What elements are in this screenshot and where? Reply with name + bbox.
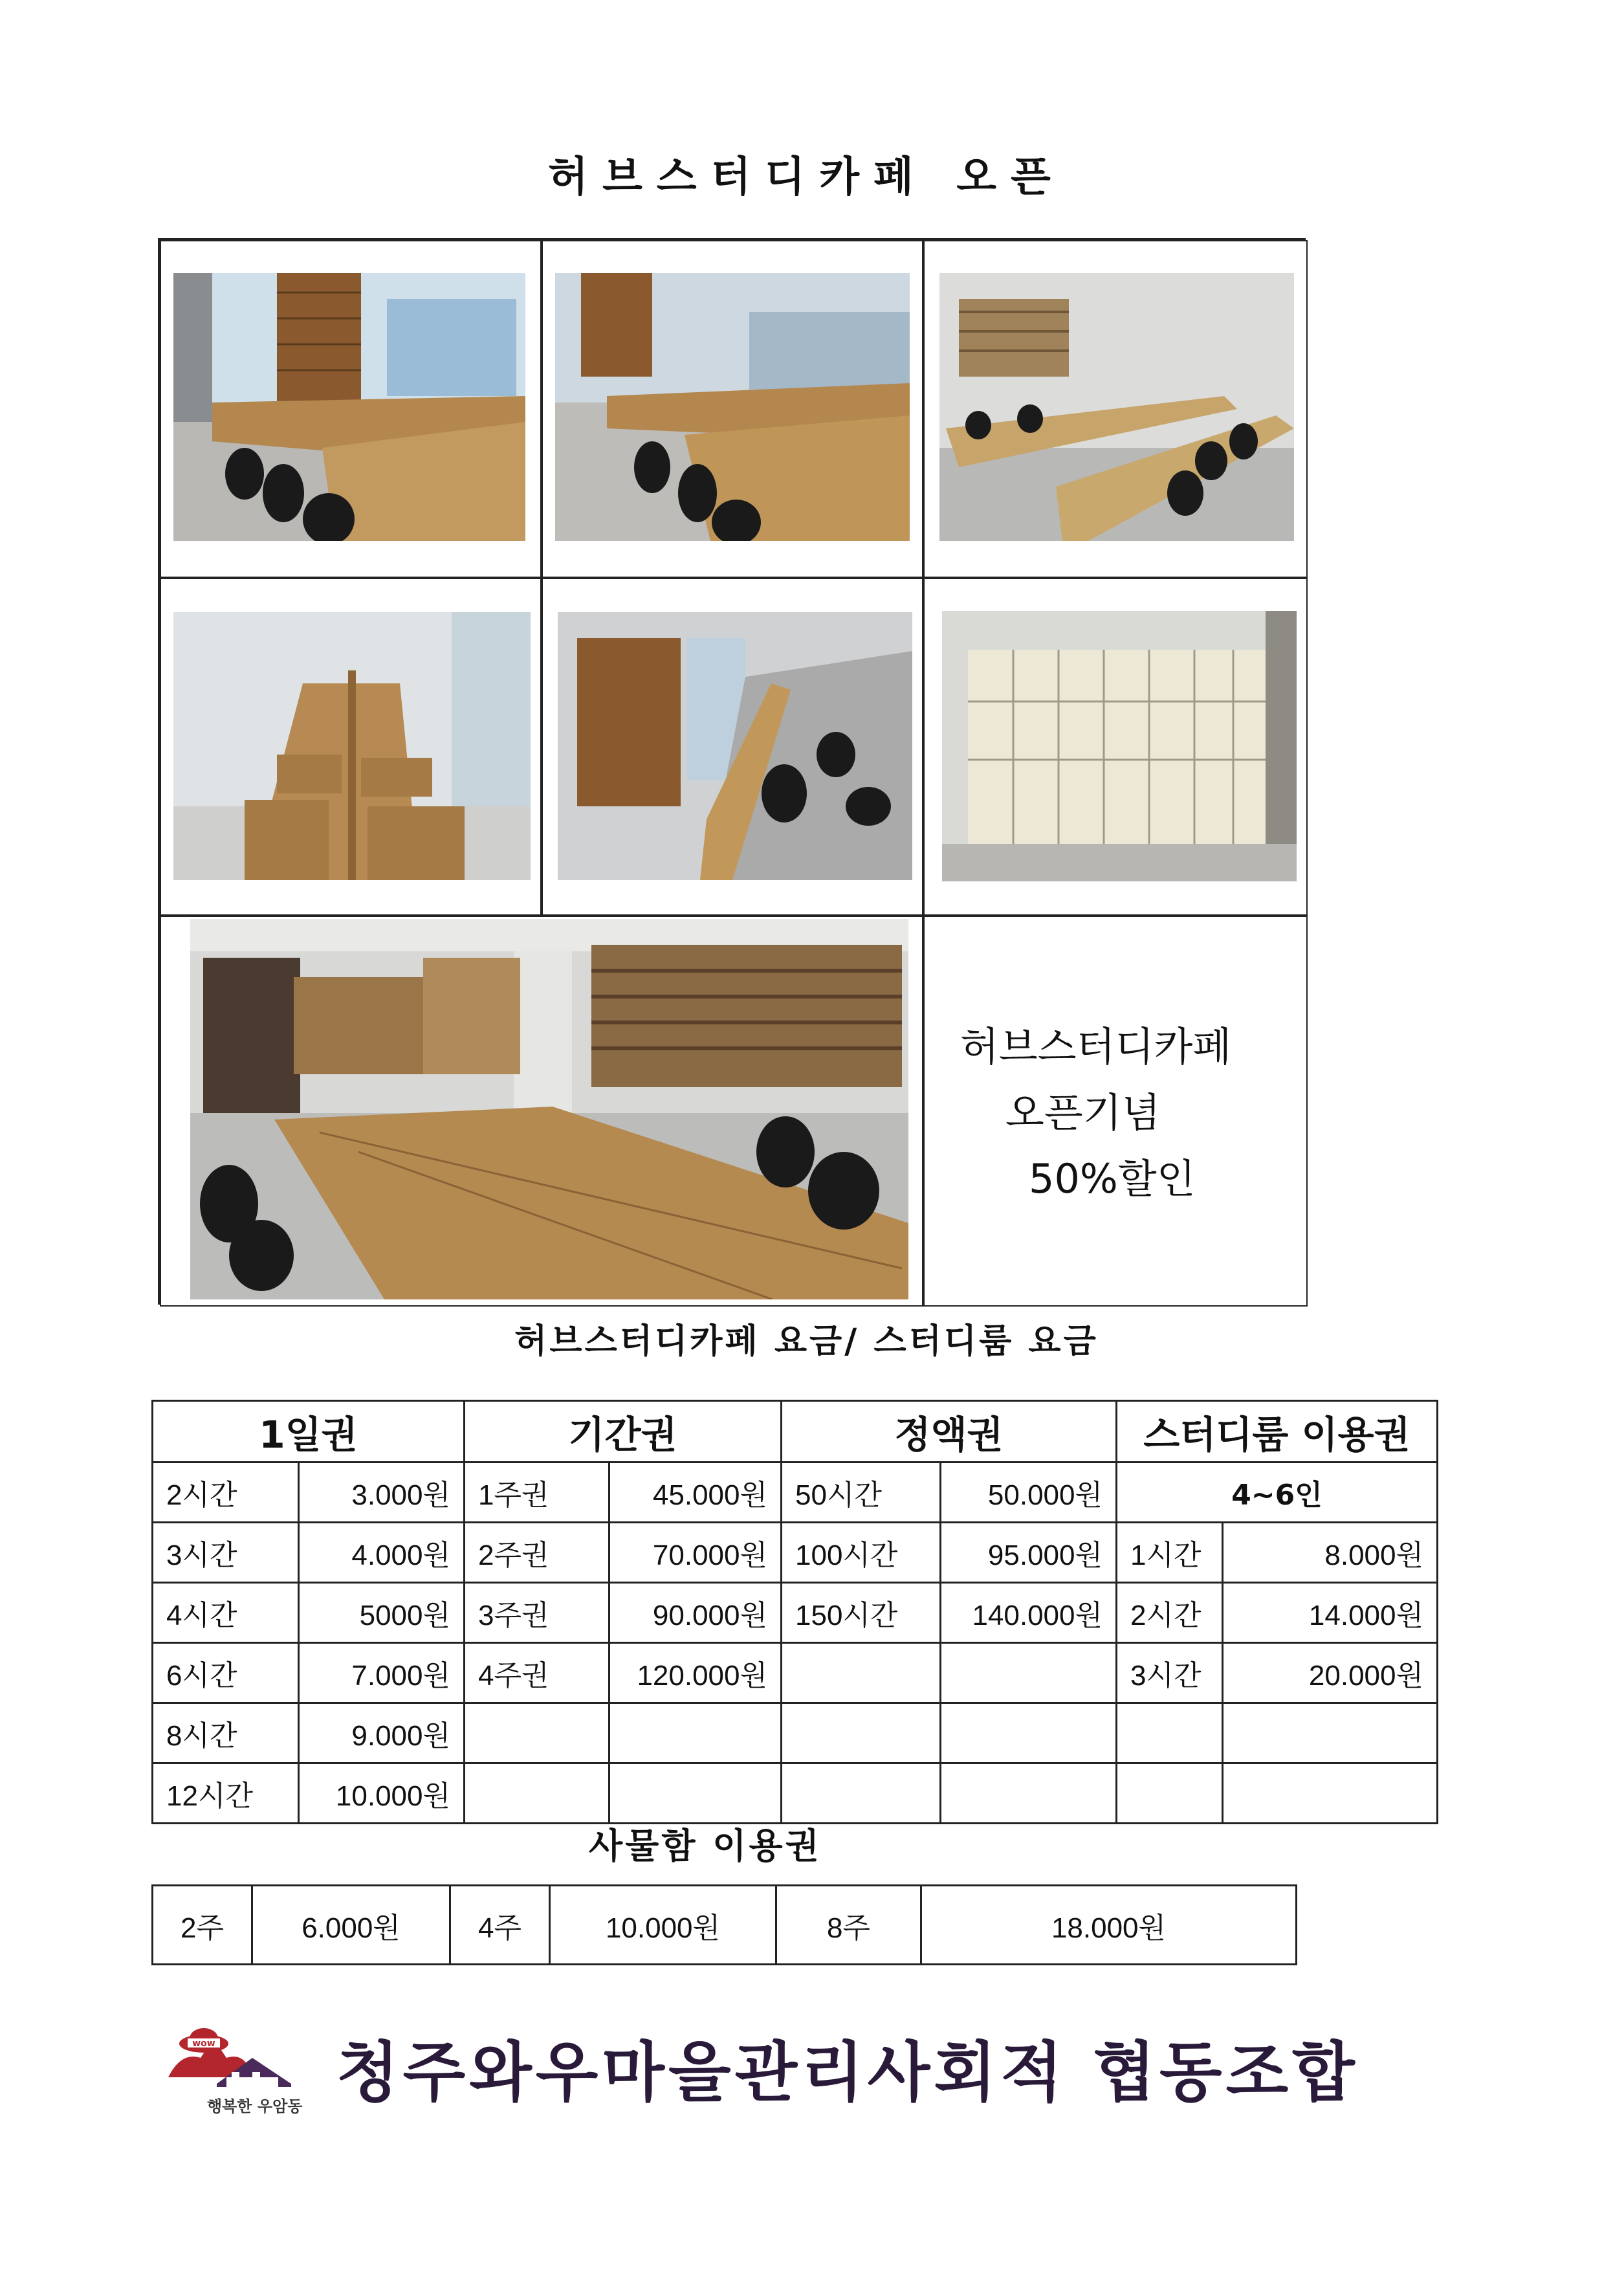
fixed-price: 140.000원 — [941, 1583, 1117, 1643]
table-row — [153, 1643, 1438, 1703]
fixed-hours — [782, 1703, 941, 1763]
locker-price: 10.000원 — [550, 1886, 776, 1965]
promo-box — [925, 919, 1306, 1305]
locker-title: 사물함 이용권 — [589, 1825, 822, 1866]
fixed-hours — [782, 1643, 941, 1703]
page-title: 허브스터디카페 오픈 — [548, 153, 1065, 201]
period-price: 45.000원 — [609, 1463, 782, 1523]
room-capacity: 4~6인 — [1117, 1463, 1438, 1523]
room-duration: 3시간 — [1117, 1643, 1223, 1703]
room-price: 20.000원 — [1223, 1643, 1438, 1703]
header-fixed-pass: 정액권 — [782, 1401, 1117, 1463]
day-duration: 3시간 — [153, 1523, 299, 1583]
day-duration: 2시간 — [153, 1463, 299, 1523]
room-price — [1223, 1703, 1438, 1763]
day-price: 5000원 — [299, 1583, 465, 1643]
table-row — [153, 1463, 1438, 1523]
fixed-price — [941, 1763, 1117, 1824]
day-price: 3.000원 — [299, 1463, 465, 1523]
wow-village-logo — [155, 2013, 330, 2116]
table-header-row — [153, 1401, 1438, 1463]
fixed-hours: 100시간 — [782, 1523, 941, 1583]
photo-partition-desks — [173, 612, 531, 880]
room-price: 14.000원 — [1223, 1583, 1438, 1643]
table-row — [153, 1763, 1438, 1824]
pricing-subtitle: 허브스터디카페 요금/ 스터디룸 요금 — [514, 1321, 1099, 1361]
room-price — [1223, 1763, 1438, 1824]
day-price: 4.000원 — [299, 1523, 465, 1583]
fixed-price — [941, 1703, 1117, 1763]
room-duration: 1시간 — [1117, 1523, 1223, 1583]
fixed-hours: 150시간 — [782, 1583, 941, 1643]
header-day-pass: 1일권 — [153, 1401, 465, 1463]
photo-main-hall — [190, 919, 908, 1299]
period-price — [609, 1703, 782, 1763]
period-price: 90.000원 — [609, 1583, 782, 1643]
room-duration: 2시간 — [1117, 1583, 1223, 1643]
photo-study-booths-side — [555, 273, 910, 541]
locker-table — [151, 1884, 1297, 1965]
period-duration: 3주권 — [465, 1583, 609, 1643]
fixed-price: 50.000원 — [941, 1463, 1117, 1523]
day-duration: 6시간 — [153, 1643, 299, 1703]
period-price: 70.000원 — [609, 1523, 782, 1583]
day-price: 7.000원 — [299, 1643, 465, 1703]
locker-price: 6.000원 — [252, 1886, 450, 1965]
photo-long-tables — [939, 273, 1294, 541]
locker-price: 18.000원 — [921, 1886, 1297, 1965]
pricing-table — [151, 1400, 1438, 1824]
period-duration — [465, 1763, 609, 1824]
table-row — [153, 1703, 1438, 1763]
organization-footer — [155, 2013, 1359, 2116]
photo-angled-desk — [558, 612, 912, 880]
locker-period: 8주 — [776, 1886, 921, 1965]
table-row — [153, 1886, 1297, 1965]
period-price: 120.000원 — [609, 1643, 782, 1703]
header-study-room: 스터디룸 이용권 — [1117, 1401, 1438, 1463]
table-row — [153, 1523, 1438, 1583]
period-price — [609, 1763, 782, 1824]
day-price: 10.000원 — [299, 1763, 465, 1824]
photo-study-booths-window — [173, 273, 525, 541]
fixed-price: 95.000원 — [941, 1523, 1117, 1583]
fixed-hours: 50시간 — [782, 1463, 941, 1523]
period-duration: 4주권 — [465, 1643, 609, 1703]
period-duration: 1주권 — [465, 1463, 609, 1523]
day-duration: 8시간 — [153, 1703, 299, 1763]
promo-line-cafe: 허브스터디카페 — [960, 1023, 1232, 1070]
logo-caption: 행복한 우암동 — [207, 2097, 303, 2115]
room-duration — [1117, 1763, 1223, 1824]
day-duration: 12시간 — [153, 1763, 299, 1824]
locker-period: 2주 — [153, 1886, 252, 1965]
logo-badge-text: wow — [192, 2038, 215, 2049]
room-duration — [1117, 1703, 1223, 1763]
organization-name: 청주와우마을관리사회적 협동조합 — [336, 2035, 1359, 2110]
promo-line-discount: 50%할인 — [1029, 1155, 1196, 1202]
header-period-pass: 기간권 — [465, 1401, 782, 1463]
fixed-hours — [782, 1763, 941, 1824]
fixed-price — [941, 1643, 1117, 1703]
day-duration: 4시간 — [153, 1583, 299, 1643]
locker-period: 4주 — [450, 1886, 550, 1965]
period-duration — [465, 1703, 609, 1763]
period-duration: 2주권 — [465, 1523, 609, 1583]
photo-lockers — [942, 611, 1297, 881]
promo-line-opening: 오픈기념 — [1005, 1089, 1161, 1136]
table-row — [153, 1583, 1438, 1643]
room-price: 8.000원 — [1223, 1523, 1438, 1583]
day-price: 9.000원 — [299, 1703, 465, 1763]
